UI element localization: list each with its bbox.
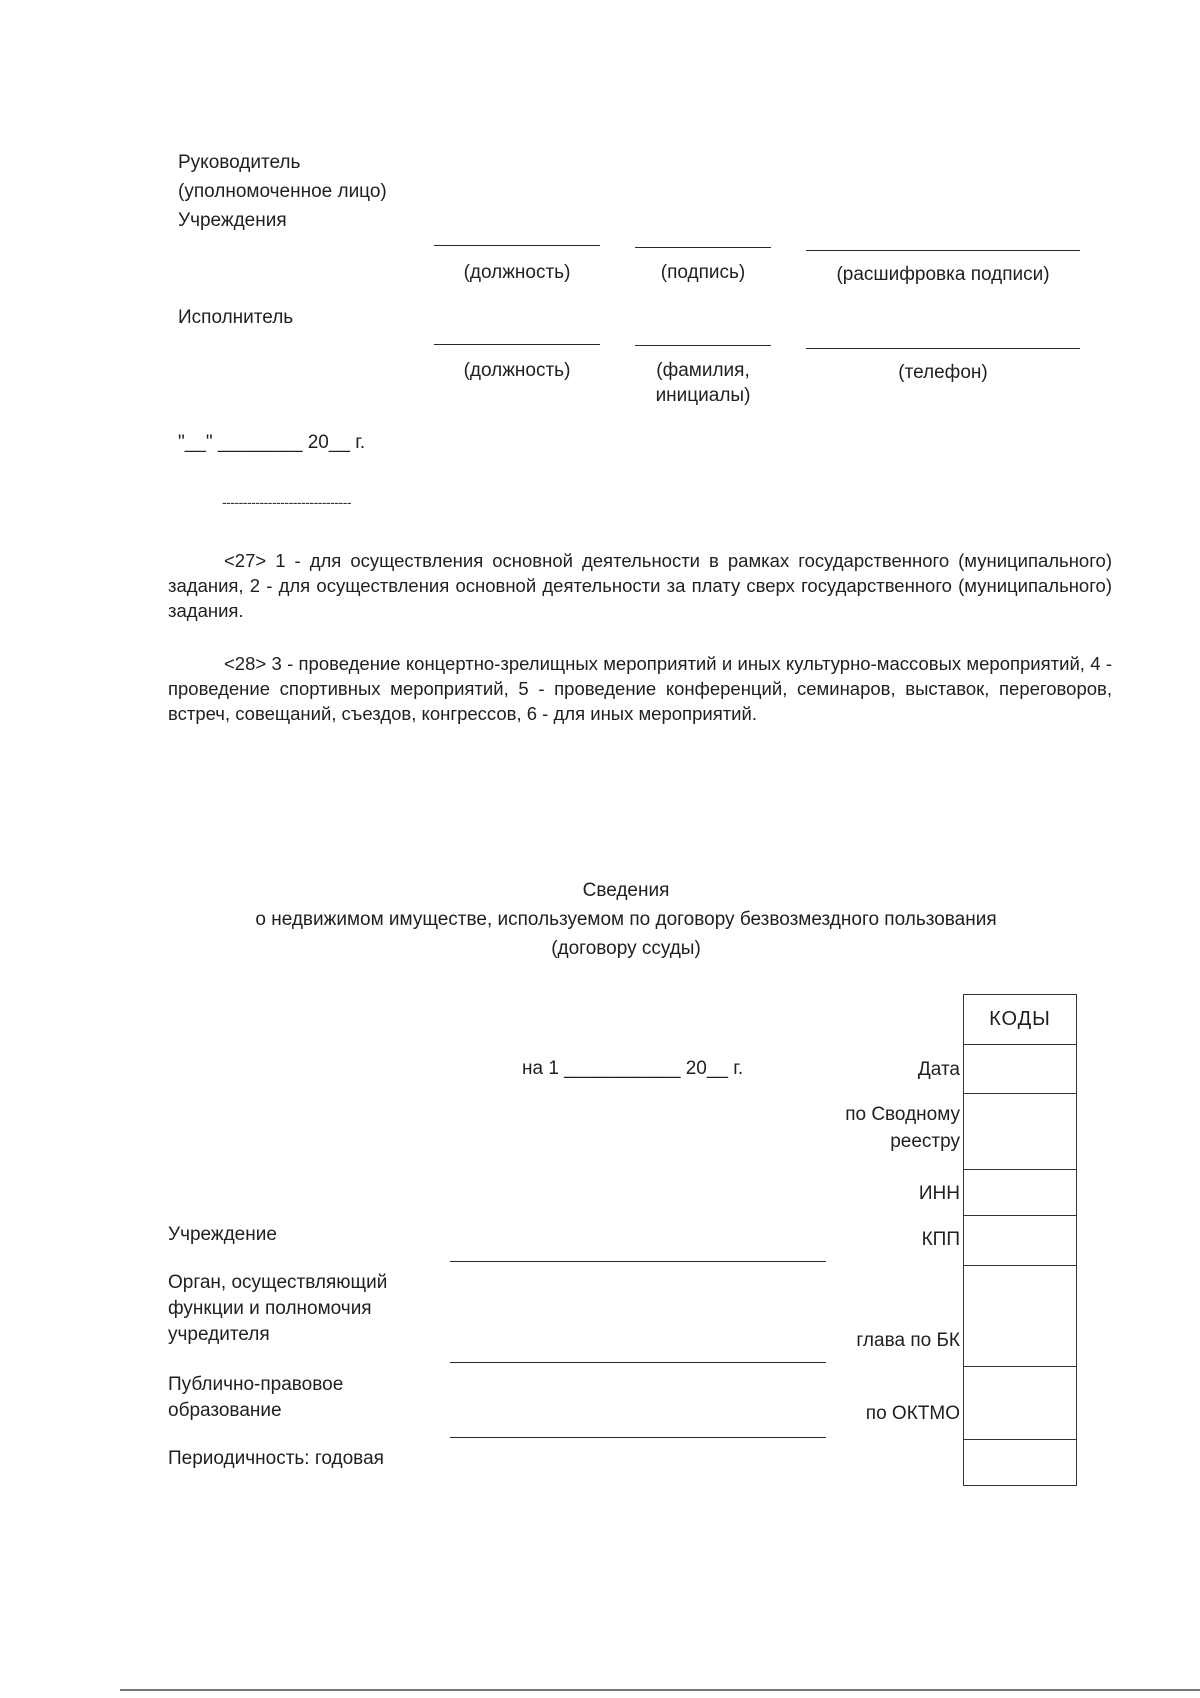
- public-entity-line[interactable]: [450, 1437, 826, 1438]
- organ-label-line: функции и полномочия: [168, 1298, 372, 1319]
- code-label-kpp: КПП: [921, 1229, 960, 1250]
- footnote-separator: -------------------------------: [222, 494, 352, 510]
- head-position-line[interactable]: [434, 245, 600, 246]
- head-label: [178, 150, 387, 234]
- public-entity-label: [168, 1372, 343, 1424]
- code-label-registry-line: по Сводному: [845, 1104, 960, 1125]
- code-cell-registry[interactable]: [964, 1093, 1076, 1169]
- head-signature-line[interactable]: [635, 247, 771, 248]
- code-label-oktmo: по ОКТМО: [865, 1403, 960, 1424]
- form-title-line: (договору ссуды): [551, 938, 701, 959]
- form-title-line: Сведения: [582, 880, 670, 901]
- code-label-registry-line: реестру: [890, 1131, 960, 1152]
- organ-label-line: Орган, осуществляющий: [168, 1272, 388, 1293]
- signature-date: "__" ________ 20__ г.: [178, 432, 366, 453]
- head-label-line: Руководитель: [178, 152, 301, 173]
- public-entity-label-line: Публично-правовое: [168, 1374, 344, 1395]
- institution-line[interactable]: [450, 1261, 826, 1262]
- executor-name-line[interactable]: [635, 345, 771, 346]
- code-label-date: Дата: [917, 1059, 960, 1080]
- organ-line[interactable]: [450, 1362, 826, 1363]
- code-label-bk-chapter: глава по БК: [856, 1330, 960, 1351]
- code-cell-periodicity[interactable]: [964, 1439, 1076, 1486]
- codes-header: КОДЫ: [989, 1008, 1051, 1030]
- footnote-28: <28> 3 - проведение концертно-зрелищных мероприятий и иных культурно-массовых мероприятий, 4 - проведение спортивных мероприятий, 5 - проведение конференций, семинаров, выставок, переговоров, встреч, совещаний, съездов, конгрессов, 6 - для иных мероприятий.: [168, 653, 1112, 724]
- head-signature-caption: (подпись): [660, 262, 746, 283]
- organ-label-line: учредителя: [168, 1324, 270, 1345]
- head-label-line: (уполномоченное лицо): [178, 181, 387, 202]
- codes-table: [963, 994, 1077, 1486]
- public-entity-label-line: образование: [168, 1400, 282, 1421]
- code-cell-kpp[interactable]: [964, 1215, 1076, 1266]
- form-title-line: о недвижимом имуществе, используемом по договору безвозмездного пользования: [255, 909, 997, 930]
- executor-name-caption: [635, 358, 771, 408]
- institution-label: Учреждение: [168, 1224, 277, 1245]
- executor-position-line[interactable]: [434, 344, 600, 345]
- executor-name-caption-line: инициалы): [655, 385, 751, 406]
- form-date: на 1 ___________ 20__ г.: [522, 1058, 744, 1079]
- organ-label: [168, 1270, 387, 1348]
- periodicity-label: Периодичность: годовая: [168, 1448, 384, 1469]
- code-cell-oktmo[interactable]: [964, 1366, 1076, 1440]
- head-position-caption: (должность): [463, 262, 571, 283]
- head-decoding-caption: (расшифровка подписи): [836, 264, 1050, 285]
- code-label-inn: ИНН: [918, 1183, 960, 1204]
- executor-phone-caption: (телефон): [898, 362, 988, 383]
- code-cell-date[interactable]: [964, 1044, 1076, 1093]
- head-label-line: Учреждения: [178, 210, 287, 231]
- executor-position-caption: (должность): [463, 360, 571, 381]
- footnote-27: <27> 1 - для осуществления основной деятельности в рамках государственного (муниципального) задания, 2 - для осуществления основной деятельности за плату сверх государственного (муниципального) задания.: [168, 550, 1112, 621]
- executor-name-caption-line: (фамилия,: [656, 360, 750, 381]
- code-cell-inn[interactable]: [964, 1169, 1076, 1216]
- scan-edge-rule: [120, 1689, 1200, 1691]
- form-title: [170, 876, 1082, 963]
- executor-label: Исполнитель: [178, 307, 294, 328]
- executor-phone-line[interactable]: [806, 348, 1080, 349]
- head-decoding-line[interactable]: [806, 250, 1080, 251]
- code-label-registry: [780, 1101, 960, 1155]
- code-cell-bk-chapter[interactable]: [964, 1265, 1076, 1367]
